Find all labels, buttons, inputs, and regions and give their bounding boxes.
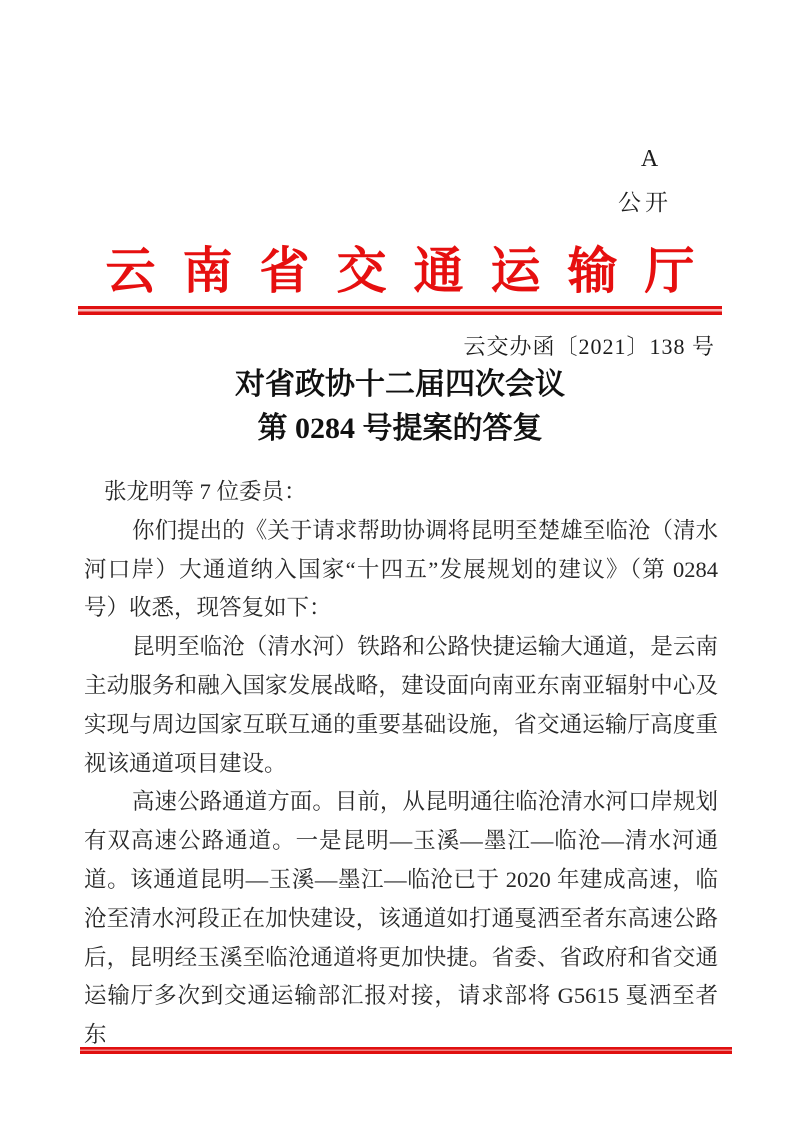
document-title [0,363,800,451]
body-line: 视该通道项目建设。 [84,750,287,776]
body-line: 主动服务和融入国家发展战略，建设面向南亚东南亚辐射中心及 [84,672,718,698]
body-line: 你们提出的《关于请求帮助协调将昆明至楚雄至临沧（清水 [132,517,718,543]
salutation: 张龙明等 7 位委员： [104,479,307,504]
body-line: 沧至清水河段正在加快建设，该通道如打通戛洒至者东高速公路 [84,905,718,931]
body-line: 后，昆明经玉溪至临沧通道将更加快捷。省委、省政府和省交通 [84,944,718,970]
body-line: 河口岸）大通道纳入国家“十四五”发展规划的建议》（第 0284 [84,556,718,582]
title-line-1: 对省政协十二届四次会议 [235,368,565,401]
body-line: 运输厅多次到交通运输部汇报对接，请求部将 G5615 戛洒至者东 [84,983,718,1048]
body-line: 高速公路通道方面。目前，从昆明通往临沧清水河口岸规划 [132,789,718,815]
body-paragraphs [84,512,718,1055]
body-line: 号）收悉，现答复如下： [84,595,332,621]
doc-number: 云交办函〔2021〕138 号 [463,334,715,359]
body-line: 道。该通道昆明—玉溪—墨江—临沧已于 2020 年建成高速，临 [84,866,718,892]
body-line: 有双高速公路通道。一是昆明—玉溪—墨江—临沧—清水河通 [84,828,718,854]
agency-title: 云南省交通运输厅 [105,243,722,299]
publicity-marker: 公开 [618,190,672,215]
body-line: 昆明至临沧（清水河）铁路和公路快捷运输大通道，是云南 [132,634,718,660]
body-line: 实现与周边国家互联互通的重要基础设施，省交通运输厅高度重 [84,711,718,737]
body-block [84,473,718,1055]
classification-marker: A [640,146,660,172]
title-line-2: 第 0284 号提案的答复 [257,412,543,445]
red-separator-bottom [80,1047,732,1054]
red-separator-top [78,306,722,315]
